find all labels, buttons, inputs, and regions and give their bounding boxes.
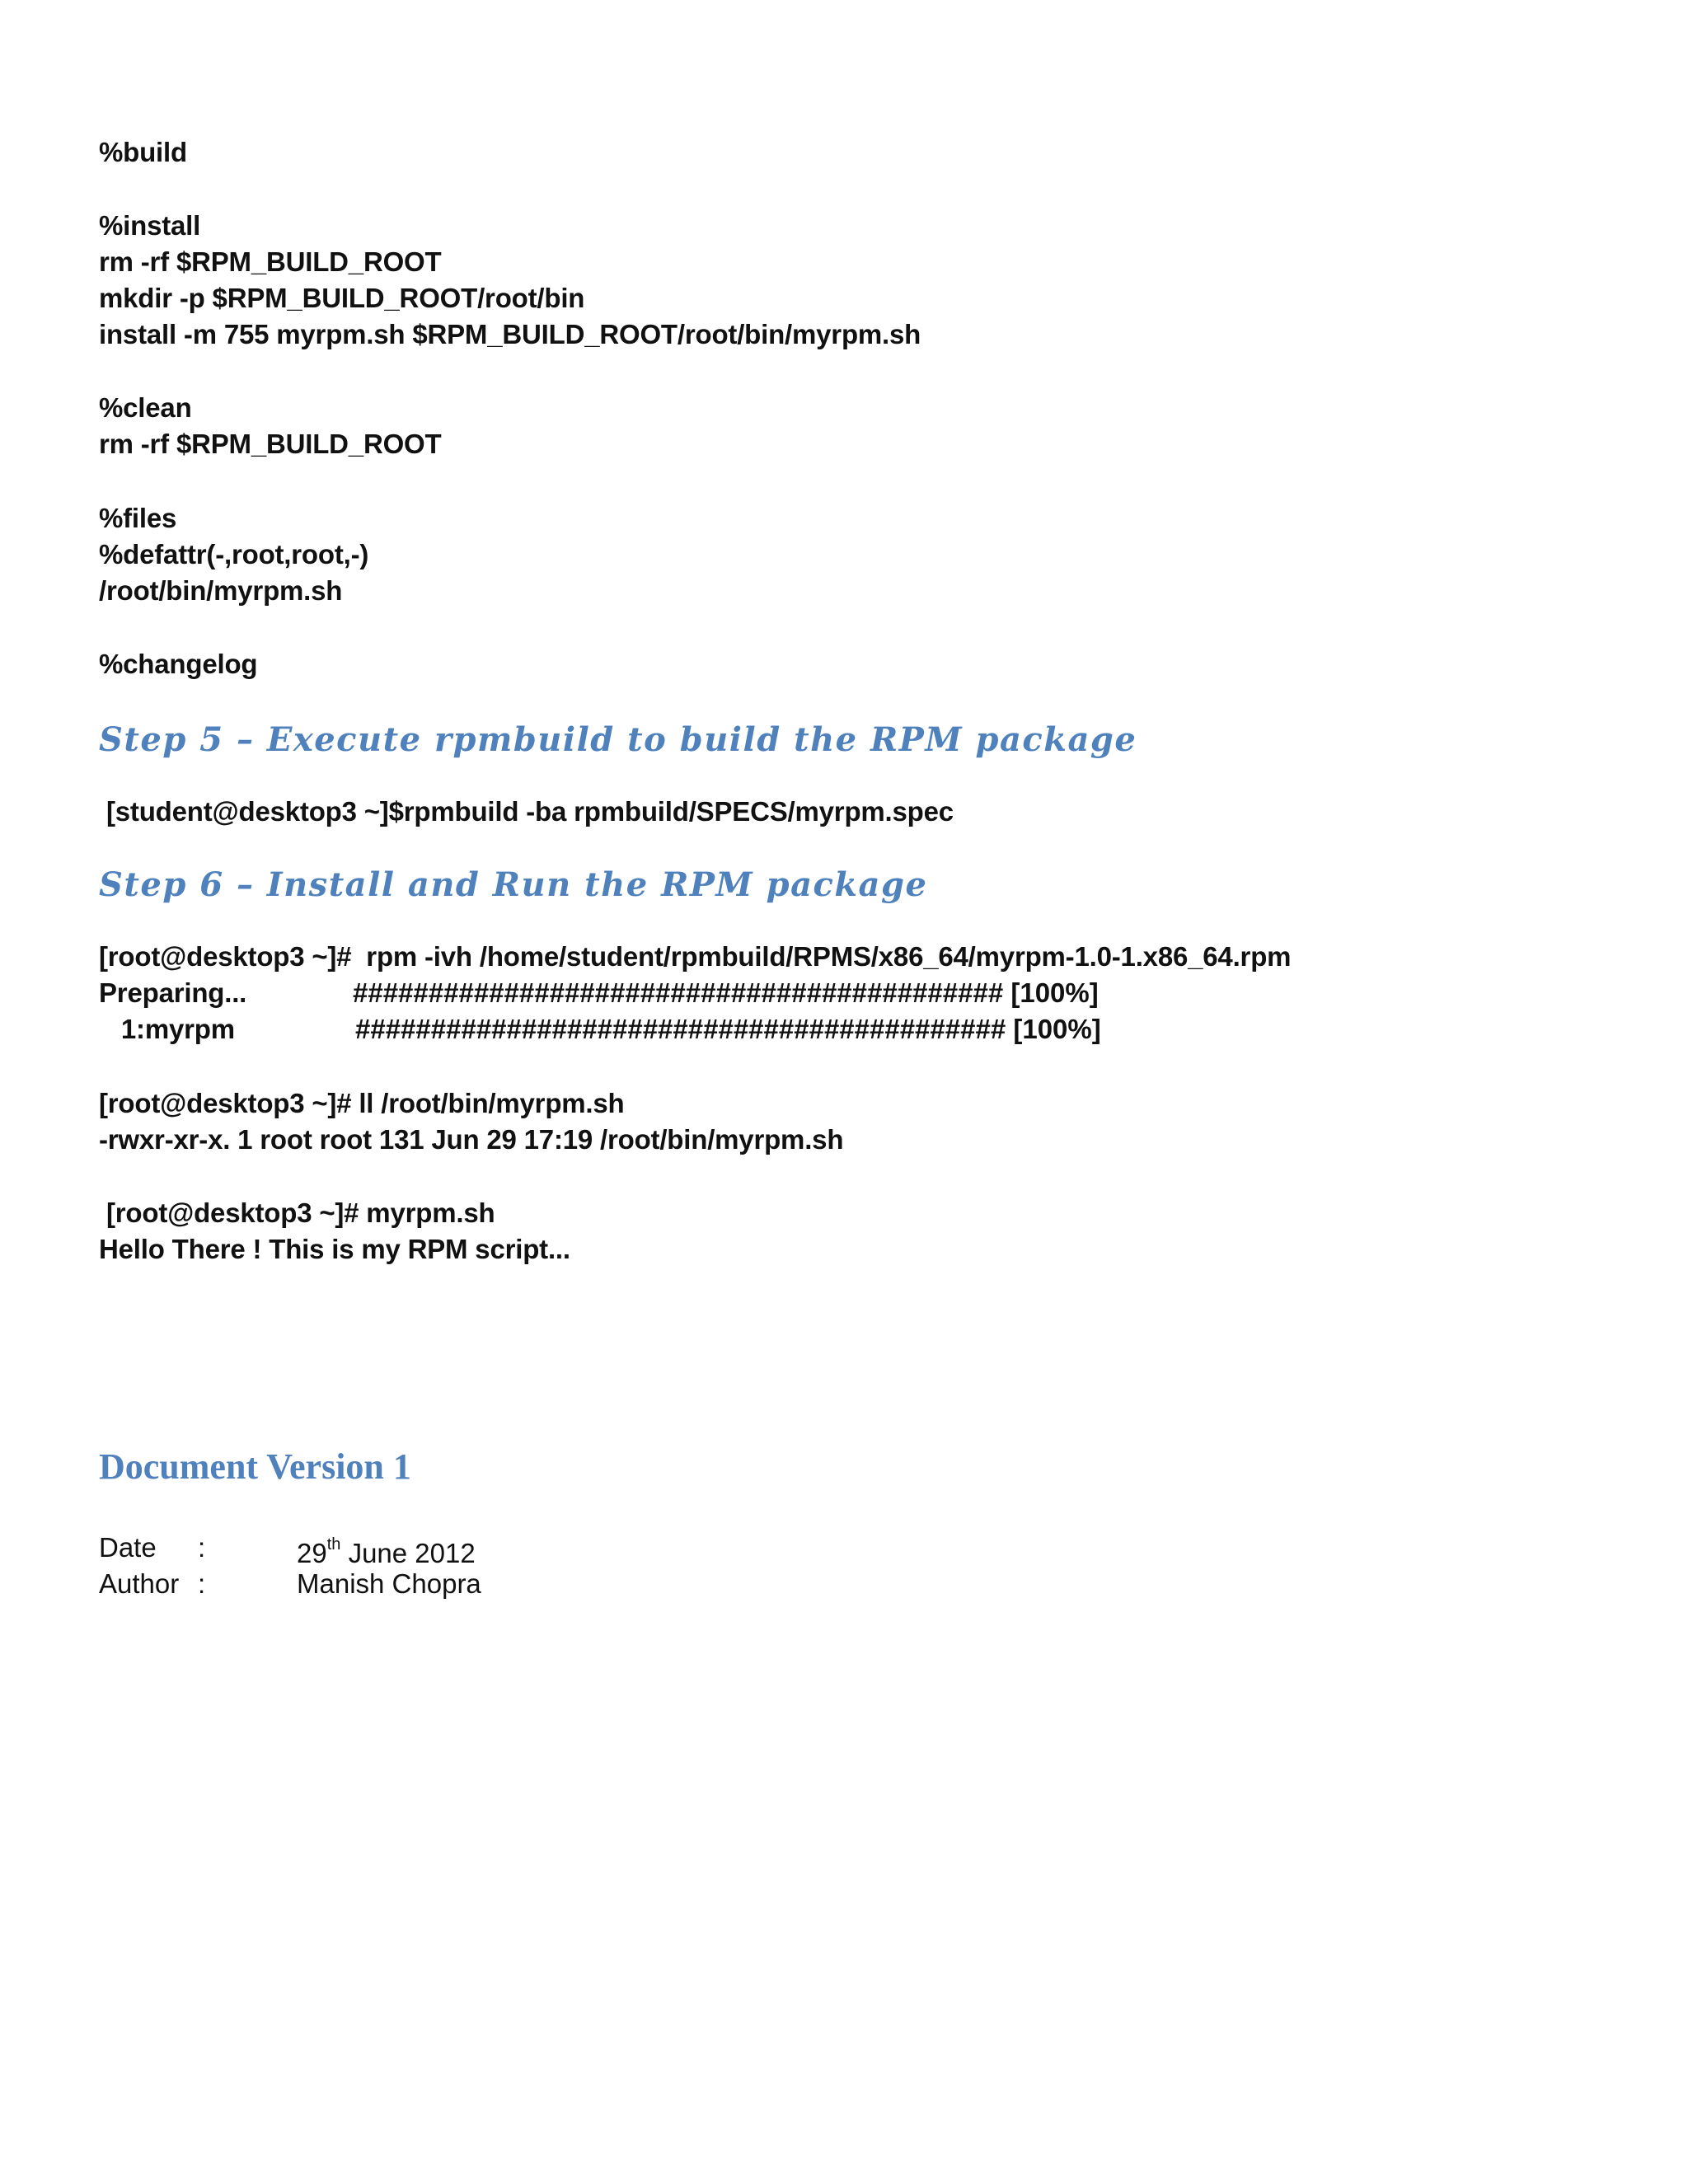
spec-file-path-line: /root/bin/myrpm.sh	[99, 575, 343, 606]
date-month-year: June 2012	[340, 1538, 476, 1568]
date-ordinal: th	[326, 1535, 341, 1554]
ll-output-line: -rwxr-xr-x. 1 root root 131 Jun 29 17:19 /root/bin/myrpm.sh	[99, 1124, 844, 1155]
preparing-label: Preparing...	[99, 977, 247, 1008]
author-colon: :	[198, 1568, 206, 1599]
date-colon: :	[198, 1532, 206, 1563]
preparing-progress: ########################################### [100%]	[353, 977, 1099, 1008]
spec-install-section: %install	[99, 210, 201, 241]
spec-clean-rm-line: rm -rf $RPM_BUILD_ROOT	[99, 429, 442, 459]
spec-install-rm-line: rm -rf $RPM_BUILD_ROOT	[99, 246, 442, 277]
spec-defattr-line: %defattr(-,root,root,-)	[99, 539, 369, 569]
date-label: Date	[99, 1532, 157, 1563]
spec-clean-section: %clean	[99, 392, 192, 423]
step5-heading: Step 5 – Execute rpmbuild to build the RPM package	[99, 720, 1137, 759]
spec-install-mkdir-line: mkdir -p $RPM_BUILD_ROOT/root/bin	[99, 283, 585, 313]
package-progress: ########################################### [100%]	[355, 1014, 1101, 1044]
ll-command-line: [root@desktop3 ~]# ll /root/bin/myrpm.sh	[99, 1088, 625, 1118]
date-day: 29	[297, 1538, 327, 1568]
author-label: Author	[99, 1568, 180, 1599]
run-command-line: [root@desktop3 ~]# myrpm.sh	[99, 1197, 495, 1228]
run-output-line: Hello There ! This is my RPM script...	[99, 1234, 570, 1264]
spec-changelog-section: %changelog	[99, 649, 258, 679]
spec-build-section: %build	[99, 137, 187, 167]
step5-command-line: [student@desktop3 ~]$rpmbuild -ba rpmbuild/SPECS/myrpm.spec	[99, 796, 954, 827]
author-value: Manish Chopra	[297, 1568, 481, 1599]
document-version-heading: Document Version 1	[99, 1446, 411, 1487]
package-label: 1:myrpm	[99, 1014, 235, 1044]
spec-install-cmd-line: install -m 755 myrpm.sh $RPM_BUILD_ROOT/root/bin/myrpm.sh	[99, 319, 921, 349]
spec-files-section: %files	[99, 503, 177, 533]
step6-heading: Step 6 – Install and Run the RPM package	[99, 865, 928, 904]
step6-install-command: [root@desktop3 ~]# rpm -ivh /home/student/rpmbuild/RPMS/x86_64/myrpm-1.0-1.x86_64.rpm	[99, 941, 1292, 972]
